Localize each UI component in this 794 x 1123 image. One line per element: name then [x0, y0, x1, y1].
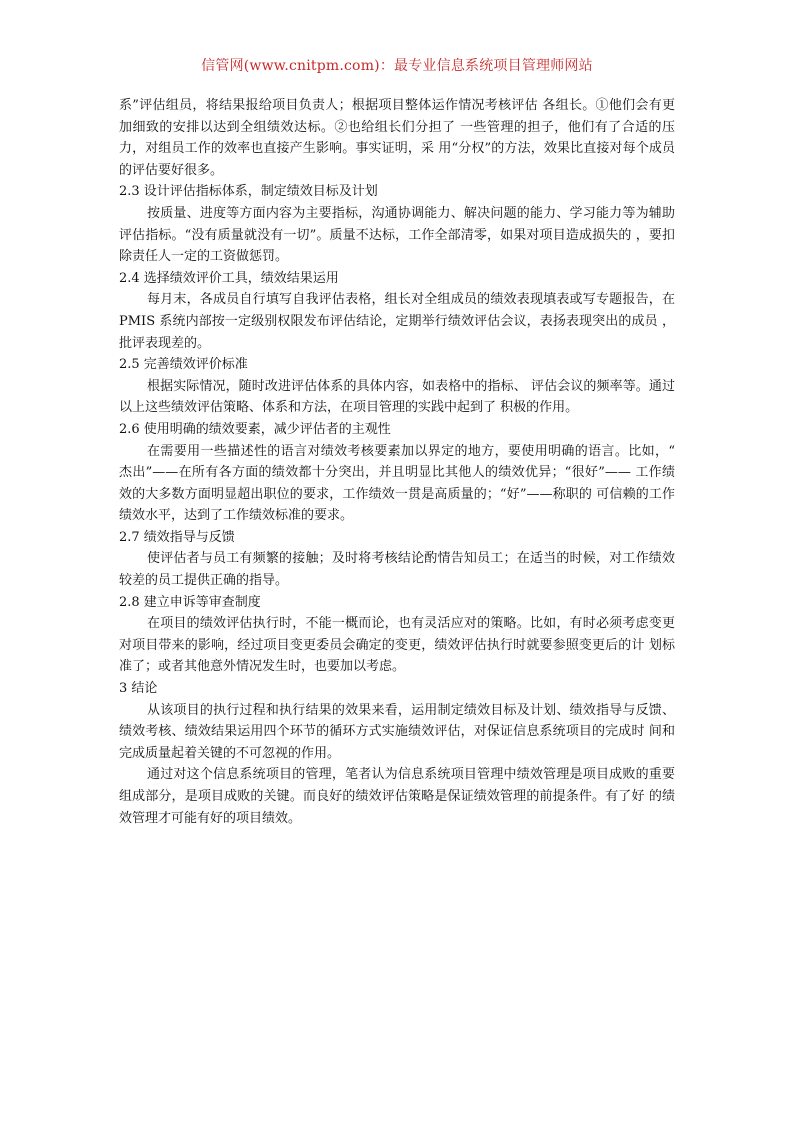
section-heading-2-5: 2.5 完善绩效评价标准 [119, 357, 248, 373]
paragraph: 按质量、进度等方面内容为主要指标，沟通协调能力、解决问题的能力、学习能力等为辅助 评估指标。“没有质量就没有一切”。质量不达标，工作全部清零，如果对项目造成损失的 ，要扣除责任人一定的工资做惩罚。 [119, 205, 675, 265]
section-heading-2-4: 2.4 选择绩效评价工具，绩效结果运用 [119, 270, 339, 286]
paragraph: 在项目的绩效评估执行时，不能一概而论，也有灵活应对的策略。比如，有时必须考虑变更 对项目带来的影响，经过项目变更委员会确定的变更，绩效评估执行时就要参照变更后的计 划标准了；或者其他意外情况发生时，也要加以考虑。 [119, 616, 675, 675]
paragraph: 在需要用一些描述性的语言对绩效考核要素加以界定的地方，要使用明确的语言。比如，“ 杰出”——在所有各方面的绩效都十分突出，并且明显比其他人的绩效优异；“很好”—— 工作绩效的大多数方面明显超出职位的要求，工作绩效一贯是高质量的；“好”——称职的 可信赖的工作绩效水平，达到了工作绩效标准的要求。 [119, 443, 675, 524]
section-heading-2-3: 2.3 设计评估指标体系，制定绩效目标及计划 [119, 184, 378, 200]
section-heading-2-6: 2.6 使用明确的绩效要素，减少评估者的主观性 [119, 421, 391, 437]
paragraph: 根据实际情况，随时改进评估体系的具体内容，如表格中的指标、 评估会议的频率等。通过以上这些绩效评估策略、体系和方法，在项目管理的实践中起到了 积极的作用。 [119, 378, 675, 416]
paragraph: 系”评估组员，将结果报给项目负责人；根据项目整体运作情况考核评估 各组长。①他们会有更加细致的安排以达到全组绩效达标。②也给组长们分担了 一些管理的担子，他们有了合适的压力，对组员工作的效率也直接产生影响。事实证明，采 用“分权”的方法，效果比直接对每个成员的评估要好很多。 [119, 98, 675, 178]
section-heading-2-7: 2.7 绩效指导与反馈 [119, 529, 235, 545]
document-body [119, 95, 675, 829]
paragraph: 每月末，各成员自行填写自我评估表格，组长对全组成员的绩效表现填表或写专题报告，在 PMIS 系统内部按一定级别权限发布评估结论，定期举行绩效评估会议，表扬表现突出的成员 ，批评表现差的。 [119, 292, 675, 351]
paragraph: 使评估者与员工有频繁的接触；及时将考核结论酌情告知员工；在适当的时候，对工作绩效 较差的员工提供正确的指导。 [119, 551, 675, 589]
paragraph: 从该项目的执行过程和执行结果的效果来看，运用制定绩效目标及计划、绩效指导与反馈、 绩效考核、绩效结果运用四个环节的循环方式实施绩效评估，对保证信息系统项目的完成时 间和完成质量起着关键的不可忽视的作用。 [119, 702, 675, 761]
section-heading-3: 3 结论 [119, 681, 158, 697]
paragraph: 通过对这个信息系统项目的管理，笔者认为信息系统项目管理中绩效管理是项目成败的重要 组成部分，是项目成败的关键。而良好的绩效评估策略是保证绩效管理的前提条件。有了好 的绩效管理才可能有好的项目绩效。 [119, 767, 675, 826]
section-heading-2-8: 2.8 建立申诉等审查制度 [119, 594, 261, 610]
page-header: 信管网(www.cnitpm.com)：最专业信息系统项目管理师网站 [201, 58, 593, 74]
